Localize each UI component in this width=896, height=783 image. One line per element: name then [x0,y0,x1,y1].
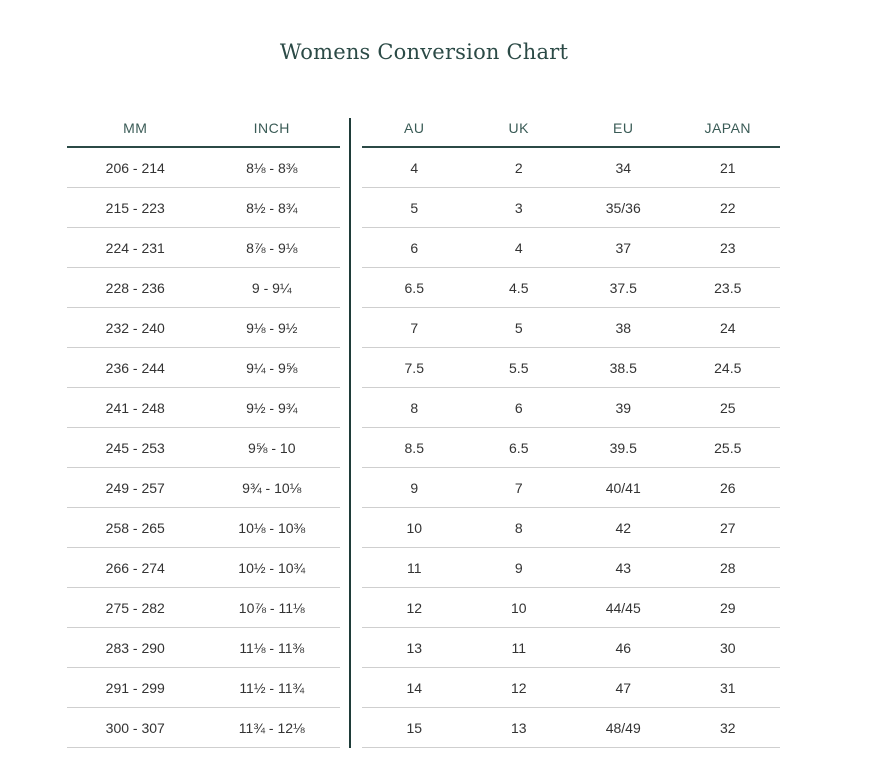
cell-japan: 25.5 [714,439,742,456]
cell-mm: 266 - 274 [105,559,165,576]
cell-au: 10 [406,519,423,536]
chart-title: Womens Conversion Chart [279,40,569,64]
size-row [362,628,780,668]
cell-japan: 28 [719,559,736,576]
cell-uk: 7 [514,479,523,496]
column-divider [349,118,351,748]
cell-eu: 34 [615,159,632,176]
size-row [362,508,780,548]
cell-uk: 4 [514,239,523,256]
cell-au: 7 [410,319,419,336]
cell-au: 12 [406,599,423,616]
size-row [362,468,780,508]
measurement-row [67,388,340,428]
measurement-row [67,228,340,268]
cell-inch: 8½ - 8¾ [246,199,298,216]
cell-inch: 11¾ - 12⅛ [238,719,305,736]
cell-inch: 11½ - 11¾ [239,679,305,696]
size-rows [362,148,780,748]
cell-japan: 21 [719,159,736,176]
cell-inch: 8⅞ - 9⅛ [246,239,298,256]
cell-uk: 6 [514,399,523,416]
size-row [362,668,780,708]
cell-mm: 206 - 214 [105,159,165,176]
cell-mm: 300 - 307 [105,719,165,736]
cell-mm: 291 - 299 [105,679,165,696]
cell-japan: 23.5 [714,279,742,296]
cell-au: 14 [406,679,423,696]
cell-au: 8.5 [404,439,424,456]
cell-mm: 283 - 290 [105,639,165,656]
header-inch: INCH [253,120,290,136]
cell-inch: 10½ - 10¾ [238,559,306,576]
cell-au: 15 [406,719,423,736]
measurement-row [67,548,340,588]
cell-eu: 42 [615,519,632,536]
cell-eu: 37.5 [609,279,637,296]
cell-mm: 232 - 240 [105,319,165,336]
header-eu: EU [613,120,634,136]
cell-eu: 35/36 [605,199,641,216]
cell-japan: 30 [719,639,736,656]
size-row [362,548,780,588]
cell-mm: 275 - 282 [105,599,165,616]
cell-mm: 224 - 231 [105,239,165,256]
size-row [362,148,780,188]
cell-au: 7.5 [404,359,424,376]
cell-uk: 4.5 [509,279,529,296]
measurement-rows [67,148,340,748]
cell-uk: 3 [514,199,523,216]
measurement-row [67,668,340,708]
cell-japan: 22 [719,199,736,216]
cell-eu: 40/41 [605,479,641,496]
cell-inch: 10⅛ - 10⅜ [238,519,306,536]
cell-eu: 47 [615,679,632,696]
cell-uk: 13 [510,719,527,736]
cell-eu: 39 [615,399,632,416]
cell-uk: 5.5 [509,359,529,376]
cell-eu: 46 [615,639,632,656]
size-row [362,588,780,628]
measurement-row [67,508,340,548]
cell-au: 9 [410,479,419,496]
cell-uk: 6.5 [509,439,529,456]
cell-mm: 241 - 248 [105,399,165,416]
measurement-row [67,428,340,468]
cell-inch: 8⅛ - 8⅜ [246,159,298,176]
cell-uk: 2 [514,159,523,176]
cell-inch: 10⅞ - 11⅛ [238,599,305,616]
measurement-row [67,708,340,748]
cell-japan: 31 [719,679,736,696]
cell-eu: 39.5 [609,439,637,456]
size-header-row [362,108,780,148]
cell-au: 4 [410,159,419,176]
cell-au: 13 [406,639,423,656]
size-row [362,428,780,468]
header-au: AU [404,120,425,136]
cell-uk: 5 [514,319,523,336]
cell-eu: 44/45 [605,599,641,616]
cell-japan: 23 [719,239,736,256]
cell-japan: 24 [719,319,736,336]
size-row [362,708,780,748]
size-table [362,108,780,748]
cell-uk: 10 [510,599,527,616]
size-row [362,348,780,388]
cell-au: 5 [410,199,419,216]
size-row [362,308,780,348]
cell-uk: 9 [514,559,523,576]
measurement-row [67,468,340,508]
cell-mm: 228 - 236 [105,279,165,296]
cell-japan: 32 [719,719,736,736]
cell-eu: 38 [615,319,632,336]
cell-eu: 48/49 [605,719,641,736]
size-row [362,228,780,268]
cell-japan: 24.5 [714,359,742,376]
cell-inch: 9⅝ - 10 [248,439,296,456]
cell-inch: 9 - 9¼ [251,279,292,296]
measurement-row [67,588,340,628]
cell-au: 6.5 [404,279,424,296]
cell-mm: 249 - 257 [105,479,165,496]
cell-au: 8 [410,399,419,416]
cell-uk: 8 [514,519,523,536]
measurement-row [67,268,340,308]
header-japan: JAPAN [704,120,752,136]
size-row [362,268,780,308]
cell-eu: 43 [615,559,632,576]
cell-inch: 9¼ - 9⅝ [246,359,298,376]
measurement-row [67,188,340,228]
cell-mm: 258 - 265 [105,519,165,536]
cell-inch: 9¾ - 10⅛ [242,479,302,496]
cell-eu: 37 [615,239,632,256]
cell-inch: 11⅛ - 11⅜ [239,639,305,656]
measurement-header-row [67,108,340,148]
measurement-row [67,308,340,348]
header-mm: MM [123,120,148,136]
cell-japan: 26 [719,479,736,496]
cell-au: 6 [410,239,419,256]
cell-inch: 9½ - 9¾ [246,399,298,416]
cell-inch: 9⅛ - 9½ [246,319,298,336]
cell-eu: 38.5 [609,359,637,376]
measurement-row [67,348,340,388]
measurement-row [67,148,340,188]
measurement-table [67,108,340,748]
cell-japan: 27 [719,519,736,536]
measurement-row [67,628,340,668]
header-uk: UK [508,120,529,136]
size-row [362,188,780,228]
cell-mm: 215 - 223 [105,199,165,216]
size-row [362,388,780,428]
cell-au: 11 [406,559,422,576]
cell-uk: 11 [511,639,527,656]
cell-japan: 25 [719,399,736,416]
cell-mm: 236 - 244 [105,359,165,376]
cell-mm: 245 - 253 [105,439,165,456]
cell-japan: 29 [719,599,736,616]
cell-uk: 12 [510,679,527,696]
